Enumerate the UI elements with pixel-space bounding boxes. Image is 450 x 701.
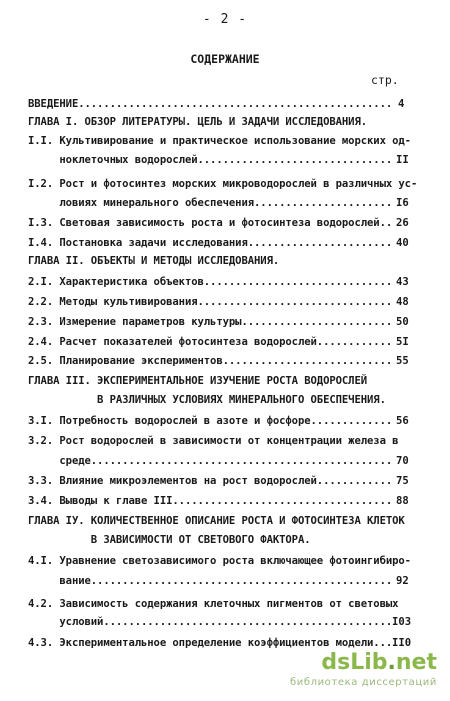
toc-line: ГЛАВА III. ЭКСПЕРИМЕНТАЛЬНОЕ ИЗУЧЕНИЕ РОСТА ВОДОРОСЛЕЙ: [28, 375, 368, 387]
toc-page: I6: [396, 197, 409, 209]
toc-line: ноклеточных водорослей...............................: [28, 154, 393, 166]
dslib-logo: [321, 650, 437, 675]
logo-main: dsLib: [321, 650, 388, 675]
toc-page: 75: [396, 475, 409, 487]
toc-line: 2.I. Характеристика объектов..............................: [28, 276, 393, 288]
toc-line: ГЛАВА IУ. КОЛИЧЕСТВЕННОЕ ОПИСАНИЕ РОСТА И ФОТОСИНТЕЗА КЛЕТОК: [28, 515, 405, 527]
toc-line: I.4. Постановка задачи исследования.......................: [28, 237, 393, 249]
toc-line: 4.I. Уравнение светозависимого роста включающее фотоингибиро-: [28, 555, 411, 567]
toc-line: ГЛАВА II. ОБЪЕКТЫ И МЕТОДЫ ИССЛЕДОВАНИЯ.: [28, 255, 280, 267]
toc-line: среде................................................: [28, 455, 393, 467]
toc-line: ВВЕДЕНИЕ..................................................: [28, 98, 393, 110]
toc-page: 48: [396, 296, 409, 308]
toc-line: 3.2. Рост водорослей в зависимости от концентрации железа в: [28, 435, 399, 447]
toc-line: 3.4. Выводы к главе III...................................: [28, 495, 393, 507]
toc-page: 40: [396, 237, 409, 249]
watermark-subtitle: библиотека диссертаций: [289, 677, 437, 688]
toc-page: 56: [396, 415, 409, 427]
toc-page: 4: [398, 98, 405, 110]
toc-page: 92: [396, 575, 409, 587]
toc-page: 55: [396, 355, 409, 367]
toc-line: 2.3. Измерение параметров культуры........................: [28, 316, 393, 328]
logo-dot: .: [387, 650, 396, 675]
toc-line: 3.3. Влияние микроэлементов на рост водорослей............: [28, 475, 393, 487]
toc-page: 70: [396, 455, 409, 467]
logo-tld: net: [395, 650, 437, 675]
toc-line: ГЛАВА I. ОБЗОР ЛИТЕРАТУРЫ. ЦЕЛЬ И ЗАДАЧИ ИССЛЕДОВАНИЯ.: [28, 116, 368, 128]
page-column-label: стр.: [371, 73, 399, 87]
toc-line: 2.2. Методы культивирования...............................: [28, 296, 393, 308]
toc-page: II: [396, 154, 409, 166]
page-number: - 2 -: [202, 12, 248, 27]
toc-line: 4.2. Зависимость содержания клеточных пигментов от световых: [28, 598, 399, 610]
toc-line: 2.4. Расчет показателей фотосинтеза водорослей............: [28, 336, 393, 348]
toc-line: I.3. Световая зависимость роста и фотосинтеза водорослей..: [28, 217, 393, 229]
toc-line: В ЗАВИСИМОСТИ ОТ СВЕТОВОГО ФАКТОРА.: [28, 534, 311, 546]
toc-line: I.2. Рост и фотосинтез морских микроводорослей в различных ус-: [28, 178, 418, 190]
toc-page: I03: [392, 616, 412, 628]
toc-line: В РАЗЛИЧНЫХ УСЛОВИЯХ МИНЕРАЛЬНОГО ОБЕСПЕЧЕНИЯ.: [28, 394, 386, 406]
toc-page: 50: [396, 316, 409, 328]
toc-line: вание................................................: [28, 575, 393, 587]
dslib-watermark: [262, 650, 447, 696]
toc-line: условий..............................................: [28, 616, 393, 628]
toc-page: 43: [396, 276, 409, 288]
toc-line: 3.I. Потребность водорослей в азоте и фосфоре.............: [28, 415, 393, 427]
toc-line: I.I. Культивирование и практическое использование морских од-: [28, 135, 411, 147]
toc-line: 2.5. Планирование экспериментов...........................: [28, 355, 393, 367]
toc-page: 88: [396, 495, 409, 507]
toc-page: 26: [396, 217, 409, 229]
toc-line: 4.3. Экспериментальное определение коэффициентов модели...: [28, 637, 393, 649]
toc-page: 5I: [396, 336, 409, 348]
toc-page: II0: [392, 637, 412, 649]
page-title: СОДЕРЖАНИЕ: [190, 52, 260, 66]
toc-line: ловиях минерального обеспечения......................: [28, 197, 393, 209]
